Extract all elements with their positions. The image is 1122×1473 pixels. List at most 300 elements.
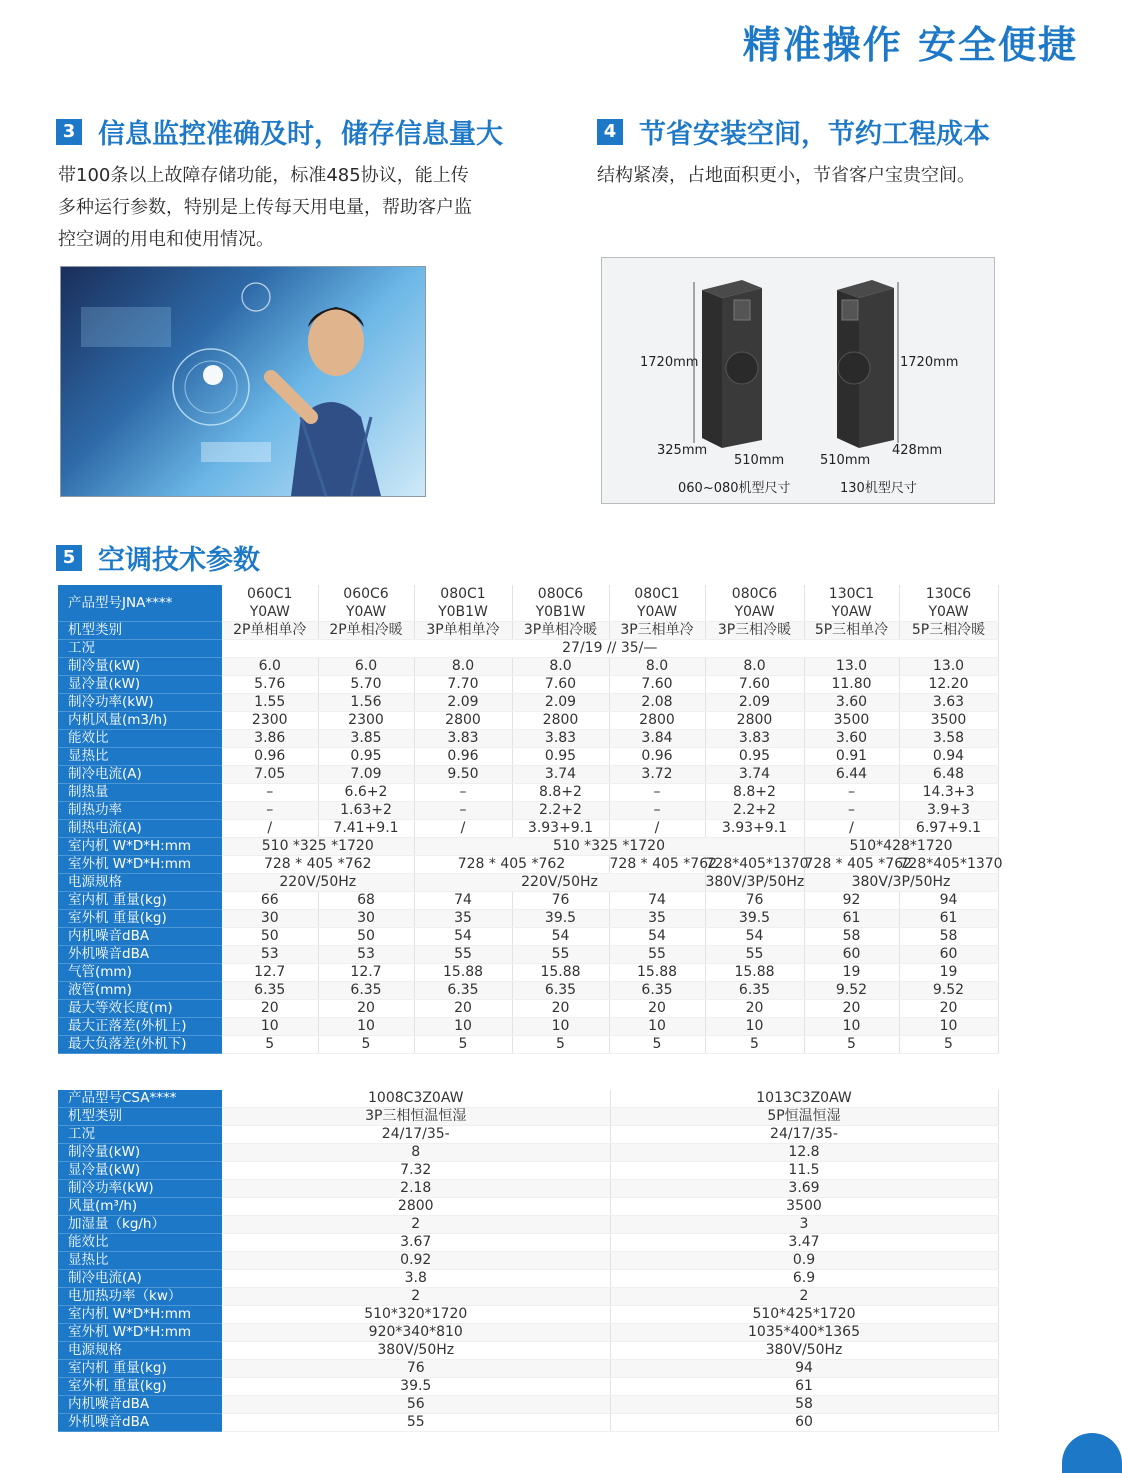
table-cell: 3.63 (899, 694, 998, 712)
table-row (58, 1126, 998, 1144)
unit-dimension-figure (601, 257, 995, 504)
model-code-line: Y0B1W (535, 604, 586, 620)
table-cell: 30 (318, 910, 414, 928)
table-cell: 6.6+2 (318, 784, 414, 802)
table-cell: 2.2+2 (512, 802, 609, 820)
table-cell: 12.20 (899, 676, 998, 694)
table-cell: 220V/50Hz (414, 874, 705, 892)
table-row (58, 676, 998, 694)
table-row (58, 1108, 998, 1126)
table-cell: 6.0 (318, 658, 414, 676)
table-cell: 3.85 (318, 730, 414, 748)
table-cell: 2.18 (222, 1180, 610, 1198)
table-cell: 5 (318, 1036, 414, 1054)
table-cell: 3P单相冷暖 (512, 622, 609, 640)
table-cell: 2800 (414, 712, 512, 730)
table-row (58, 1252, 998, 1270)
model-code-line: 060C1 (247, 586, 293, 602)
table-cell: 13.0 (899, 658, 998, 676)
table-cell: 1.55 (222, 694, 318, 712)
table-row (58, 1198, 998, 1216)
table-cell: 2 (222, 1216, 610, 1234)
table-cell: 12.7 (222, 964, 318, 982)
model-header (512, 585, 609, 622)
table-cell: 380V/3P/50Hz (804, 874, 998, 892)
row-label: 产品型号CSA**** (58, 1090, 222, 1108)
table-cell: 7.70 (414, 676, 512, 694)
model-code-line: Y0B1W (438, 604, 488, 620)
table-cell: 728 * 405 *762 (804, 856, 913, 872)
unit-a-caption: 060~080机型尺寸 (678, 481, 791, 496)
row-label: 制热电流(A) (58, 820, 222, 838)
table-row (58, 1396, 998, 1414)
row-label: 显热比 (58, 748, 222, 766)
table-cell: 7.41+9.1 (318, 820, 414, 838)
row-label: 内机噪音dBA (58, 1396, 222, 1414)
section3-line: 带100条以上故障存储功能，标准485协议，能上传 (58, 165, 469, 186)
row-label: 能效比 (58, 730, 222, 748)
table-cell: 11.80 (804, 676, 899, 694)
table-cell: – (414, 784, 512, 802)
table-cell: 2300 (222, 712, 318, 730)
section3-header (56, 112, 503, 151)
table-cell: – (414, 802, 512, 820)
table-cell: 6.9 (610, 1270, 998, 1288)
model-code-line: Y0AW (345, 604, 387, 620)
model-code-line: 080C6 (731, 586, 778, 602)
row-label: 气管(mm) (58, 964, 222, 982)
row-label: 制冷功率(kW) (58, 694, 222, 712)
table-cell: 920*340*810 (222, 1324, 610, 1342)
table-cell: 74 (414, 892, 512, 910)
table-cell: 6.97+9.1 (899, 820, 998, 838)
table-cell: 3.93+9.1 (705, 820, 804, 838)
table-cell: 68 (318, 892, 414, 910)
table-cell: 14.3+3 (899, 784, 998, 802)
section5-title: 空调技术参数 (98, 545, 260, 576)
table-cell: 55 (705, 946, 804, 964)
table-cell: 728 * 405 *762 (609, 856, 718, 872)
table-cell: 1008C3Z0AW (222, 1090, 610, 1108)
row-label: 制冷功率(kW) (58, 1180, 222, 1198)
table-cell: 0.96 (222, 748, 318, 766)
row-label: 产品型号JNA**** (58, 585, 222, 622)
row-label: 制冷量(kW) (58, 658, 222, 676)
table-row (58, 1090, 998, 1108)
table-cell: 5 (414, 1036, 512, 1054)
table-row (58, 856, 998, 874)
table-cell: 0.96 (414, 748, 512, 766)
table-cell: 510*425*1720 (610, 1306, 998, 1324)
table-cell: 3.67 (222, 1234, 610, 1252)
table-cell: 6.35 (512, 982, 609, 1000)
table-row (58, 1414, 998, 1432)
table-cell: 6.35 (609, 982, 705, 1000)
table-row (58, 1378, 998, 1396)
table-cell: 510 *325 *1720 (222, 838, 414, 856)
model-code-line: 080C1 (634, 586, 680, 602)
table-cell: 74 (609, 892, 705, 910)
table-cell: 3500 (804, 712, 899, 730)
table-cell: 1.63+2 (318, 802, 414, 820)
section5-number: 5 (56, 545, 82, 571)
unit-a-width: 510mm (734, 453, 785, 468)
table-cell: 0.95 (318, 748, 414, 766)
table-cell: 5.70 (318, 676, 414, 694)
table-cell: 2.09 (414, 694, 512, 712)
table-cell: 8.0 (414, 658, 512, 676)
model-code-line: Y0AW (928, 604, 969, 620)
table-cell: 5 (899, 1036, 998, 1054)
table-row (58, 1324, 998, 1342)
table-cell: 728 * 405 *762 (222, 856, 414, 874)
table-cell: 3.93+9.1 (512, 820, 609, 838)
table-row (58, 712, 998, 730)
table-row (58, 748, 998, 766)
table-cell: 2800 (512, 712, 609, 730)
table-cell: 7.60 (609, 676, 705, 694)
table-cell: 3.8 (222, 1270, 610, 1288)
table-cell: 3.83 (512, 730, 609, 748)
table-row (58, 1144, 998, 1162)
table-cell: 66 (222, 892, 318, 910)
table-cell: 60 (899, 946, 998, 964)
table-cell: – (804, 784, 899, 802)
table-cell: 510 *325 *1720 (414, 838, 804, 856)
table-cell: 6.35 (705, 982, 804, 1000)
row-label: 外机噪音dBA (58, 946, 222, 964)
table-cell: 3.9+3 (899, 802, 998, 820)
table-cell: 3.74 (512, 766, 609, 784)
model-header (804, 585, 899, 622)
table-cell: 3.74 (705, 766, 804, 784)
table-cell: 6.35 (222, 982, 318, 1000)
table-cell: 58 (899, 928, 998, 946)
table-cell: / (609, 820, 705, 838)
table-cell: 8.8+2 (512, 784, 609, 802)
table-row (58, 964, 998, 982)
table-cell: 55 (609, 946, 705, 964)
table-cell: 5P恒温恒湿 (610, 1108, 998, 1126)
table-cell: – (609, 802, 705, 820)
table-cell: 8.8+2 (705, 784, 804, 802)
row-label: 工况 (58, 640, 222, 658)
table-cell: 3.60 (804, 730, 899, 748)
table-cell: 2.09 (512, 694, 609, 712)
row-label: 制热功率 (58, 802, 222, 820)
businessman-hologram-illustration (61, 267, 425, 496)
table-cell: 53 (222, 946, 318, 964)
table-cell: 0.92 (222, 1252, 610, 1270)
model-code-line: Y0AW (249, 604, 290, 620)
row-label: 电加热功率（kw） (58, 1288, 222, 1306)
table-cell: 61 (610, 1378, 998, 1396)
table-cell: 0.94 (899, 748, 998, 766)
table-cell: 3.60 (804, 694, 899, 712)
table-cell: 5P三相单冷 (804, 622, 899, 640)
row-label: 机型类别 (58, 1108, 222, 1126)
row-label: 外机噪音dBA (58, 1414, 222, 1432)
table-cell: 35 (609, 910, 705, 928)
model-header (705, 585, 804, 622)
model-code-line: 060C6 (343, 586, 389, 602)
row-label: 最大正落差(外机上) (58, 1018, 222, 1036)
monitoring-photo (60, 266, 426, 497)
table-cell: 30 (222, 910, 318, 928)
row-label: 室外机 W*D*H:mm (58, 856, 222, 874)
table-cell: 10 (414, 1018, 512, 1036)
table-cell: 20 (705, 1000, 804, 1018)
table-cell: 55 (414, 946, 512, 964)
table-cell: 24/17/35- (222, 1126, 610, 1144)
row-label: 制热量 (58, 784, 222, 802)
section3-description (58, 160, 538, 256)
table-cell: 510*320*1720 (222, 1306, 610, 1324)
table-cell: 20 (222, 1000, 318, 1018)
table-cell: 2.2+2 (705, 802, 804, 820)
table-cell: 19 (899, 964, 998, 982)
table-cell: 10 (899, 1018, 998, 1036)
table-cell: 76 (222, 1360, 610, 1378)
table-row (58, 640, 998, 658)
model-code-line: 130C1 (828, 586, 875, 602)
table-cell: 10 (318, 1018, 414, 1036)
unit-a-height: 1720mm (640, 355, 699, 370)
table-cell: 10 (222, 1018, 318, 1036)
table-cell: 2300 (318, 712, 414, 730)
row-label: 显冷量(kW) (58, 676, 222, 694)
unit-b-width: 510mm (820, 453, 871, 468)
row-label: 加湿量（kg/h） (58, 1216, 222, 1234)
table-cell: 2P单相单冷 (222, 622, 318, 640)
table-cell: 8.0 (705, 658, 804, 676)
unit-a-depth: 325mm (657, 443, 708, 458)
table-cell: 3.83 (705, 730, 804, 748)
table-cell: 60 (610, 1414, 998, 1432)
table-cell: 50 (318, 928, 414, 946)
table-row (58, 982, 998, 1000)
table-cell: 94 (899, 892, 998, 910)
table-cell: 54 (609, 928, 705, 946)
row-label: 最大等效长度(m) (58, 1000, 222, 1018)
table-cell: 20 (414, 1000, 512, 1018)
table-cell: 39.5 (222, 1378, 610, 1396)
table-row (58, 802, 998, 820)
table-row (58, 1216, 998, 1234)
row-label: 室内机 重量(kg) (58, 1360, 222, 1378)
table-cell: 0.91 (804, 748, 899, 766)
table-cell: – (222, 784, 318, 802)
table-cell: 7.60 (512, 676, 609, 694)
row-label: 液管(mm) (58, 982, 222, 1000)
row-label: 工况 (58, 1126, 222, 1144)
table-cell: 6.44 (804, 766, 899, 784)
table-cell: 2.09 (705, 694, 804, 712)
table-cell: 7.60 (705, 676, 804, 694)
table-cell: 2800 (609, 712, 705, 730)
table-cell: 61 (804, 910, 899, 928)
model-code-line: Y0AW (734, 604, 775, 620)
model-code-line: Y0AW (636, 604, 678, 620)
table-row (58, 838, 998, 856)
table-cell: 94 (610, 1360, 998, 1378)
table-cell: 380V/50Hz (610, 1342, 998, 1360)
table-cell: 39.5 (512, 910, 609, 928)
table-cell: 61 (899, 910, 998, 928)
row-label: 最大负落差(外机下) (58, 1036, 222, 1054)
row-label: 制冷电流(A) (58, 766, 222, 784)
table-row (58, 874, 998, 892)
table-cell: 3P三相冷暖 (705, 622, 804, 640)
table-cell: 1035*400*1365 (610, 1324, 998, 1342)
section4-title: 节省安装空间，节约工程成本 (639, 119, 990, 150)
table-cell: 35 (414, 910, 512, 928)
table-cell: 76 (512, 892, 609, 910)
section4-header (597, 112, 990, 151)
table-cell: 2800 (705, 712, 804, 730)
table-row (58, 658, 998, 676)
table-cell: 380V/3P/50Hz (705, 874, 805, 890)
table-cell: 3 (610, 1216, 998, 1234)
table-cell: 13.0 (804, 658, 899, 676)
table-cell: 12.8 (610, 1144, 998, 1162)
table-row (58, 928, 998, 946)
table-cell: 55 (222, 1414, 610, 1432)
table-cell: 60 (804, 946, 899, 964)
table-cell: 10 (705, 1018, 804, 1036)
table-cell: 6.35 (414, 982, 512, 1000)
table-row (58, 1018, 998, 1036)
model-header (414, 585, 512, 622)
table-cell: 2800 (222, 1198, 610, 1216)
table-cell: 3500 (610, 1198, 998, 1216)
table-cell: 54 (705, 928, 804, 946)
table-cell: 3.86 (222, 730, 318, 748)
table-cell: 5 (609, 1036, 705, 1054)
table-cell: 5.76 (222, 676, 318, 694)
table-row (58, 1162, 998, 1180)
section3-number: 3 (56, 119, 82, 145)
table-cell: 58 (804, 928, 899, 946)
table-cell: 6.48 (899, 766, 998, 784)
table-cell: 5 (804, 1036, 899, 1054)
row-label: 制冷量(kW) (58, 1144, 222, 1162)
table-cell: 8.0 (512, 658, 609, 676)
table-row (58, 1234, 998, 1252)
table-cell: 8 (222, 1144, 610, 1162)
section3-line: 多种运行参数，特别是上传每天用电量，帮助客户监 (58, 197, 472, 218)
spec-table-csa (58, 1090, 999, 1432)
section4-description: 结构紧凑，占地面积更小，节省客户宝贵空间。 (597, 165, 975, 186)
table-cell: 76 (705, 892, 804, 910)
table-cell: 20 (512, 1000, 609, 1018)
section4-number: 4 (597, 119, 623, 145)
table-cell: 20 (318, 1000, 414, 1018)
table-row (58, 1000, 998, 1018)
model-header (318, 585, 414, 622)
table-cell: 5P三相冷暖 (899, 622, 998, 640)
model-header (222, 585, 318, 622)
table-header-row (58, 585, 998, 622)
table-cell: / (804, 820, 899, 838)
table-cell: 3.72 (609, 766, 705, 784)
table-cell: 0.95 (512, 748, 609, 766)
table-cell: 510*428*1720 (804, 838, 998, 856)
table-cell: 10 (609, 1018, 705, 1036)
table-cell: 728*405*1370 (705, 856, 809, 872)
table-cell: 15.88 (705, 964, 804, 982)
table-row (58, 766, 998, 784)
table-cell: 39.5 (705, 910, 804, 928)
model-code-line: Y0AW (831, 604, 872, 620)
table-cell: 6.35 (318, 982, 414, 1000)
row-label: 室内机 W*D*H:mm (58, 1306, 222, 1324)
row-label: 制冷电流(A) (58, 1270, 222, 1288)
table-cell: 3500 (899, 712, 998, 730)
table-cell: 3.83 (414, 730, 512, 748)
table-cell: 5 (222, 1036, 318, 1054)
table-cell: 0.9 (610, 1252, 998, 1270)
table-cell: 7.05 (222, 766, 318, 784)
page-corner-tab (1062, 1433, 1122, 1473)
table-row (58, 1180, 998, 1198)
table-cell: 58 (610, 1396, 998, 1414)
table-row (58, 622, 998, 640)
table-cell: 3P三相单冷 (609, 622, 705, 640)
table-cell: 220V/50Hz (222, 874, 414, 892)
row-label: 室内机 W*D*H:mm (58, 838, 222, 856)
row-label: 室外机 重量(kg) (58, 910, 222, 928)
table-row (58, 694, 998, 712)
row-label: 内机噪音dBA (58, 928, 222, 946)
table-cell: 6.0 (222, 658, 318, 676)
table-cell: 3.58 (899, 730, 998, 748)
table-cell: 54 (414, 928, 512, 946)
table-row (58, 892, 998, 910)
table-cell: 92 (804, 892, 899, 910)
table-cell: 11.5 (610, 1162, 998, 1180)
table-cell: 27/19 // 35/— (222, 640, 998, 658)
row-label: 内机风量(m3/h) (58, 712, 222, 730)
row-label: 显冷量(kW) (58, 1162, 222, 1180)
table-cell: 2 (222, 1288, 610, 1306)
table-row (58, 910, 998, 928)
model-header (609, 585, 705, 622)
table-cell: 1013C3Z0AW (610, 1090, 998, 1108)
table-cell: 20 (609, 1000, 705, 1018)
section5-header (56, 538, 260, 577)
page-title: 精准操作 安全便捷 (742, 23, 1078, 67)
table-cell: 9.52 (804, 982, 899, 1000)
row-label: 电源规格 (58, 874, 222, 892)
table-cell: 2.08 (609, 694, 705, 712)
model-code-line: 130C6 (925, 586, 972, 602)
table-row (58, 1288, 998, 1306)
table-cell: 3.84 (609, 730, 705, 748)
table-row (58, 1036, 998, 1054)
table-cell: 8.0 (609, 658, 705, 676)
unit-b-height: 1720mm (900, 355, 959, 370)
section3-title: 信息监控准确及时，储存信息量大 (98, 119, 503, 150)
table-cell: 3.69 (610, 1180, 998, 1198)
model-code-line: 080C6 (537, 586, 584, 602)
row-label: 机型类别 (58, 622, 222, 640)
table-cell: 7.32 (222, 1162, 610, 1180)
table-cell: 0.95 (705, 748, 804, 766)
table-cell: 728 * 405 *762 (414, 856, 609, 874)
table-cell: 5 (512, 1036, 609, 1054)
table-cell: 2 (610, 1288, 998, 1306)
